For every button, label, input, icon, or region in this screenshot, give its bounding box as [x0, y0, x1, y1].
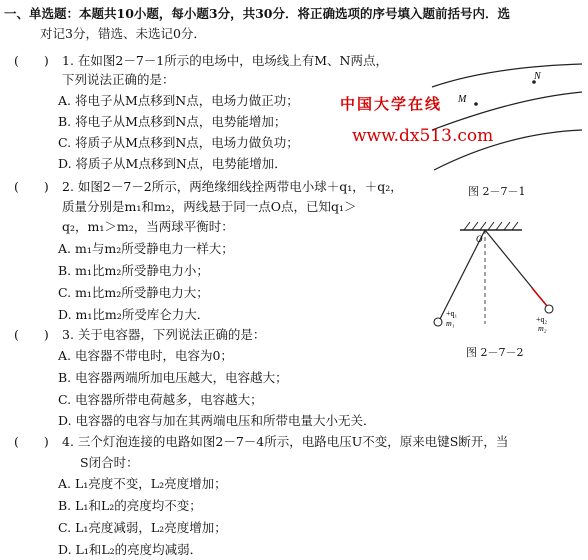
figure-2-7-2: [422, 218, 572, 336]
q1-option-c: C. 将质子从M点移到N点，电场力做负功；: [58, 135, 299, 150]
label-q1: +q₁: [446, 309, 458, 318]
q2-option-b: B. m₁比m₂所受静电力小；: [58, 263, 209, 278]
q2-stem: 2. 如图2－7－2所示，两绝缘细线拴两带电小球＋q₁，＋q₂，: [62, 179, 403, 194]
q3-option-b: B. 电容器两端所加电压越大，电容越大；: [58, 370, 288, 385]
q1-stem: 1. 在如图2－7－1所示的电场中，电场线上有M、N两点，: [62, 53, 388, 68]
point-m: [474, 102, 478, 106]
q1-answer-paren[interactable]: ( ): [14, 53, 49, 68]
q2-option-c: C. m₁比m₂所受静电力大；: [58, 285, 209, 300]
q2-stem-line3: q₂，m₁＞m₂，当两球平衡时：: [62, 219, 234, 234]
q4-option-a: A. L₁亮度不变，L₂亮度增加；: [58, 476, 227, 491]
field-line-top: [432, 64, 582, 87]
label-m: M: [458, 94, 467, 105]
label-o: O: [476, 234, 483, 244]
q3-stem: 3. 关于电容器，下列说法正确的是：: [62, 327, 266, 342]
q4-option-b: B. L₁和L₂的亮度均不变；: [58, 498, 202, 513]
thread-right-highlight: [532, 288, 547, 306]
q4-option-c: C. L₁亮度减弱，L₂亮度增加；: [58, 520, 227, 535]
section-heading-line2: 对记3分，错选、未选记0分．: [40, 26, 206, 41]
q3-option-a: A. 电容器不带电时，电容为0；: [58, 348, 233, 363]
q2-option-d: D. m₁比m₂所受库仑力大．: [58, 307, 210, 322]
figure-2-7-1-caption: 图 2－7－1: [468, 185, 526, 198]
q1-stem-line2: 下列说法正确的是：: [62, 72, 175, 87]
field-line-middle: [432, 92, 582, 130]
watermark-url: www.dx513.com: [352, 126, 494, 146]
q2-answer-paren[interactable]: ( ): [14, 179, 49, 194]
label-q2: +q₂: [536, 315, 548, 324]
section-heading: 一、单选题：本题共10小题，每小题3分，共30分．将正确选项的序号填入题前括号内．选: [4, 6, 510, 21]
q1-option-b: B. 将电子从M点移到N点，电势能增加；: [58, 114, 287, 129]
label-m2: m₂: [538, 324, 547, 333]
q3-option-c: C. 电容器所带电荷越多，电容越大；: [58, 392, 263, 407]
q4-option-d: D. L₁和L₂的亮度均减弱．: [58, 542, 203, 557]
label-n: N: [534, 71, 541, 82]
q4-stem-line2: S闭合时：: [80, 455, 139, 470]
ball-m1: [434, 318, 442, 326]
q3-answer-paren[interactable]: ( ): [14, 327, 49, 342]
ball-m2: [545, 305, 553, 313]
q4-answer-paren[interactable]: ( ): [14, 434, 49, 449]
label-m1: m₁: [446, 319, 455, 328]
watermark-site-name: 中国大学在线: [340, 95, 443, 113]
figure-2-7-2-caption: 图 2－7－2: [466, 346, 524, 359]
q3-option-d: D. 电容器的电容与加在其两端电压和所带电量大小无关．: [58, 413, 376, 428]
q1-option-a: A. 将电子从M点移到N点，电场力做正功；: [58, 93, 299, 108]
q2-stem-line2: 质量分别是m₁和m₂，两线悬于同一点O点，已知q₁＞: [62, 199, 357, 214]
q1-option-d: D. 将质子从M点移到N点，电势能增加．: [58, 156, 287, 171]
q4-stem: 4. 三个灯泡连接的电路如图2－7－4所示，电路电压U不变，原来电键S断开，当: [62, 434, 509, 449]
ceiling-hatch: [464, 222, 518, 230]
q2-option-a: A. m₁与m₂所受静电力一样大；: [58, 241, 234, 256]
